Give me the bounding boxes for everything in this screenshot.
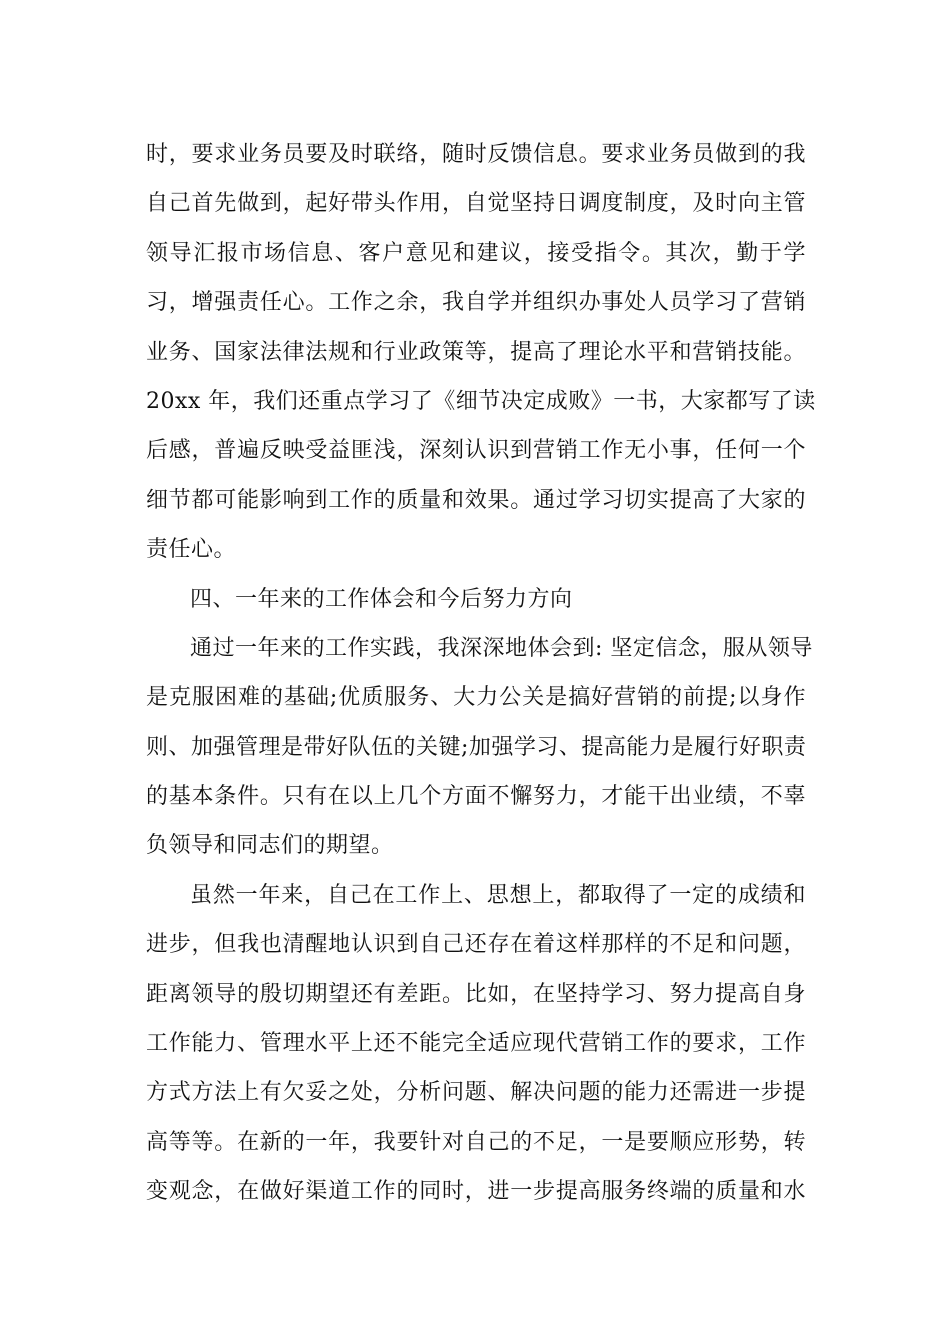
text-line: 距离领导的殷切期望还有差距。比如，在坚持学习、努力提高自身 — [146, 981, 806, 1007]
text-line: 变观念，在做好渠道工作的同时，进一步提高服务终端的质量和水 — [146, 1179, 806, 1205]
text-line: 时，要求业务员要及时联络，随时反馈信息。要求业务员做到的我 — [146, 142, 806, 167]
text-line: 是克服困难的基础;优质服务、大力公关是搞好营销的前提;以身作 — [146, 685, 806, 711]
text-line: 细节都可能影响到工作的质量和效果。通过学习切实提高了大家的 — [146, 487, 806, 513]
document-body — [146, 130, 816, 1217]
text-line: 领导汇报市场信息、客户意见和建议，接受指令。其次，勤于学 — [146, 240, 806, 266]
text-line: 自己首先做到，起好带头作用，自觉坚持日调度制度，及时向主管 — [146, 191, 806, 217]
text-line: 负领导和同志们的期望。 — [146, 833, 394, 859]
text-line: 高等等。在新的一年，我要针对自己的不足，一是要顺应形势，转 — [146, 1129, 806, 1155]
text-line: 通过一年来的工作实践，我深深地体会到: 坚定信念，服从领导 — [190, 635, 813, 661]
text-line: 后感，普遍反映受益匪浅，深刻认识到营销工作无小事，任何一个 — [146, 438, 806, 464]
text-line: 的基本条件。只有在以上几个方面不懈努力，才能干出业绩，不辜 — [146, 784, 806, 810]
text-line: 责任心。 — [146, 537, 237, 563]
text-line: 业务、国家法律法规和行业政策等，提高了理论水平和营销技能。 — [146, 339, 806, 365]
text-line: 工作能力、管理水平上还不能完全适应现代营销工作的要求，工作 — [146, 1031, 806, 1057]
text-line: 进步，但我也清醒地认识到自己还存在着这样那样的不足和问题， — [146, 932, 806, 958]
section-heading: 四、一年来的工作体会和今后努力方向 — [190, 586, 573, 612]
text-line: 虽然一年来，自己在工作上、思想上，都取得了一定的成绩和 — [190, 882, 806, 908]
text-line: 则、加强管理是带好队伍的关键;加强学习、提高能力是履行好职责 — [146, 734, 807, 760]
text-line: 习，增强责任心。工作之余，我自学并组织办事处人员学习了营销 — [146, 290, 806, 316]
text-line: 方式方法上有欠妥之处，分析问题、解决问题的能力还需进一步提 — [146, 1080, 806, 1106]
text-line: 20xx 年，我们还重点学习了《细节决定成败》一书，大家都写了读 — [146, 388, 816, 414]
